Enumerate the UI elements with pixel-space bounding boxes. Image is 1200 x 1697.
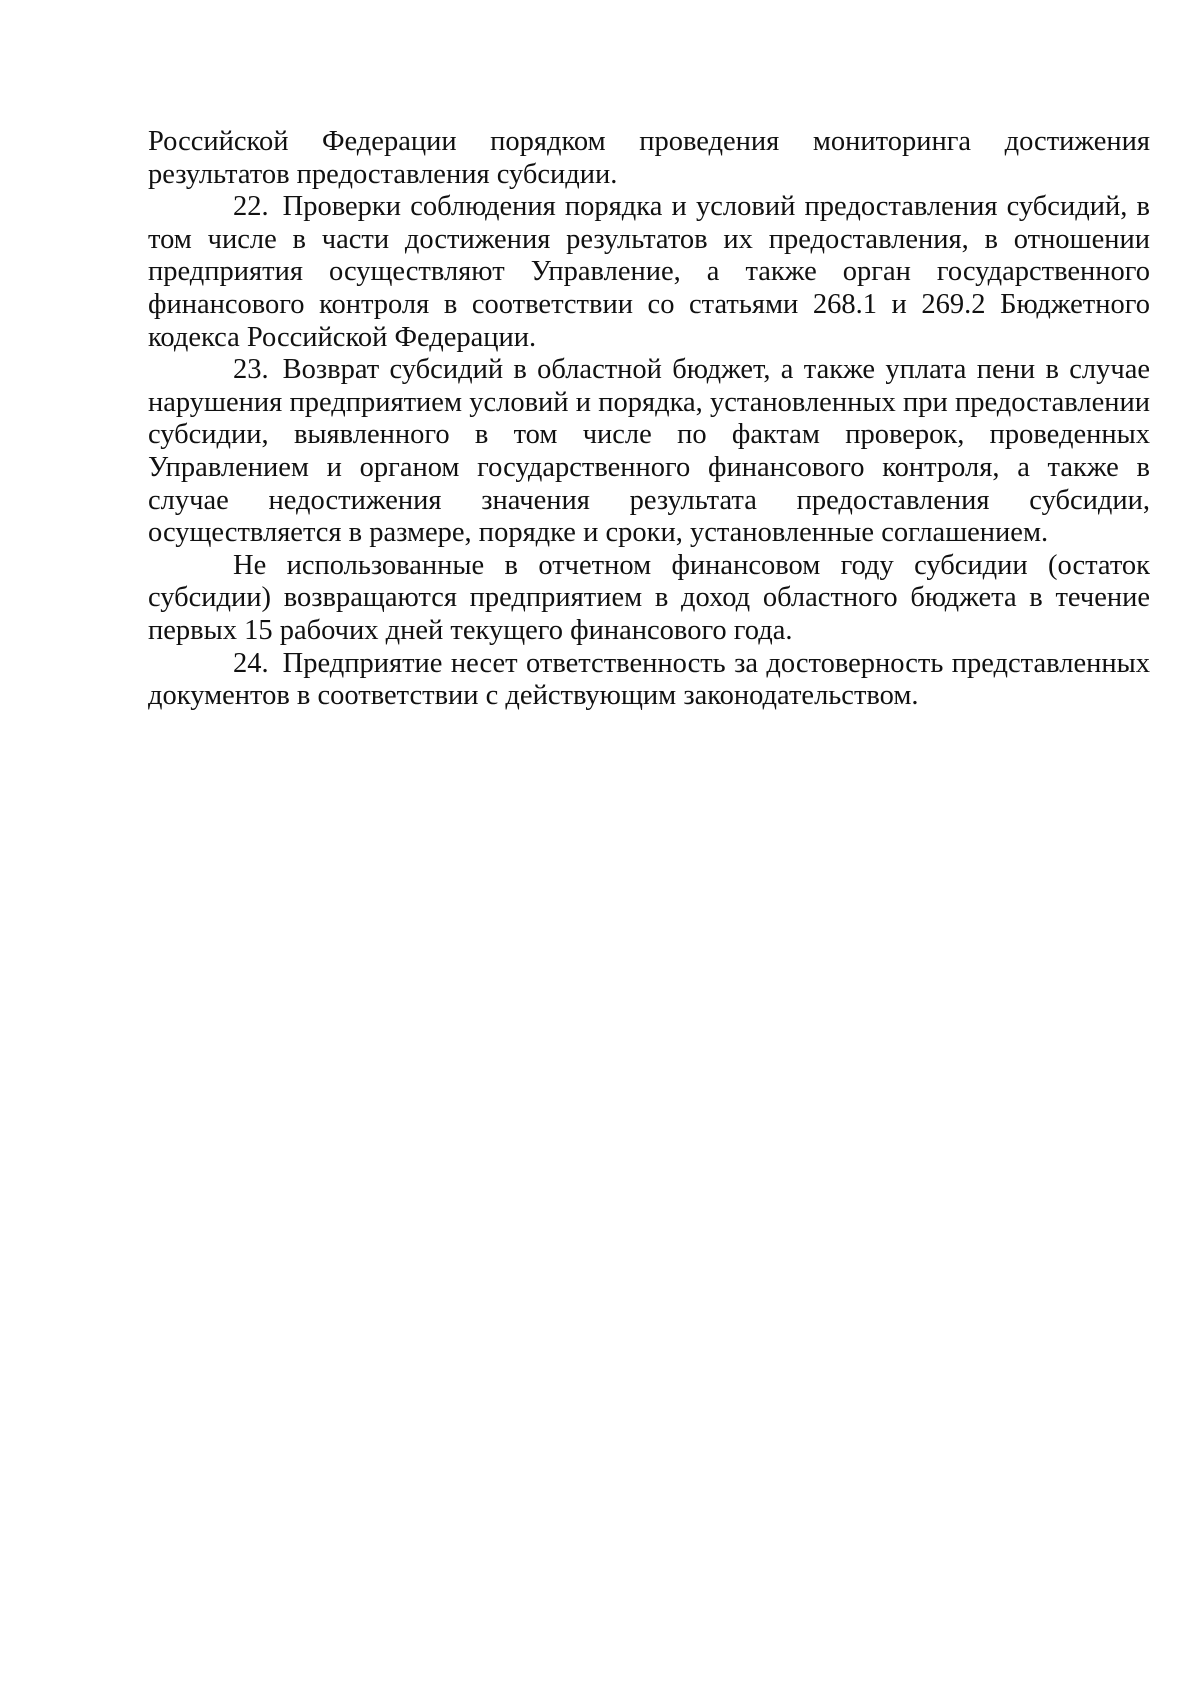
paragraph-text: Предприятие несет ответственность за достоверность представленных документов в соответствии с действующим законодательством. <box>148 647 1150 712</box>
paragraph-text: Не использованные в отчетном финансовом году субсидии (остаток субсидии) возвращаются предприятием в доход областного бюджета в течение первых 15 рабочих дней текущего финансового года. <box>148 549 1150 646</box>
paragraph-24 <box>148 648 1150 713</box>
paragraph-number: 24. <box>233 647 269 679</box>
paragraph-text: Возврат субсидий в областной бюджет, а также уплата пени в случае нарушения предприятием условий и порядка, установленных при предоставлении субсидии, выявленного в том числе по фактам проверок, проведенных Управлением и органом государственного финансового контроля, а также в случае недостижения значения результата предоставления субсидии, осуществляется в размере, порядке и сроки, установленные соглашением. <box>148 354 1150 549</box>
paragraph-continuation <box>148 126 1150 191</box>
paragraph-text: Российской Федерации порядком проведения мониторинга достижения результатов предоставления субсидии. <box>148 126 1150 190</box>
paragraph-unused-subsidies <box>148 550 1150 648</box>
document-body <box>148 126 1150 713</box>
paragraph-number: 23. <box>233 354 269 386</box>
paragraph-number: 22. <box>233 191 269 223</box>
paragraph-22 <box>148 191 1150 354</box>
paragraph-23 <box>148 354 1150 550</box>
paragraph-text: Проверки соблюдения порядка и условий предоставления субсидий, в том числе в части достижения результатов их предоставления, в отношении предприятия осуществляют Управление, а также орган государственного финансового контроля в соответствии со статьями 268.1 и 269.2 Бюджетного кодекса Российской Федерации. <box>148 191 1150 353</box>
